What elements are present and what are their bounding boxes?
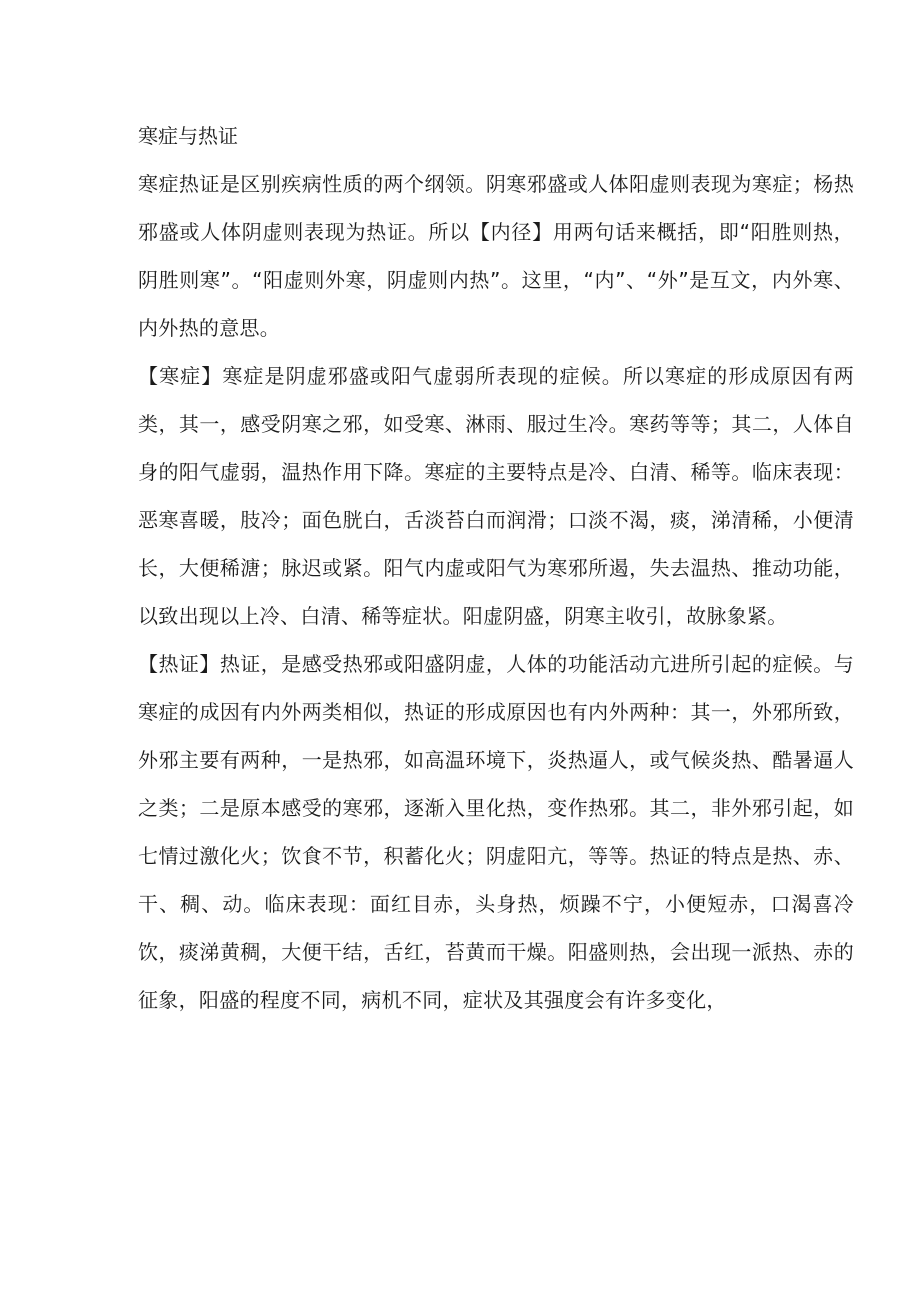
paragraph-cold-syndrome: 【寒症】寒症是阴虚邪盛或阳气虚弱所表现的症候。所以寒症的形成原因有两类，其一，感受阴寒之邪，如受寒、淋雨、服过生冷。寒药等等；其二，人体自身的阳气虚弱，温热作用下降。寒症的主要特点是冷、白清、稀等。临床表现：恶寒喜暖，肢冷；面色胱白，舌淡苔白而润滑；口淡不渴，痰，涕清稀，小便清长，大便稀溏；脉迟或紧。阳气内虚或阳气为寒邪所遏，失去温热、推动功能，以致出现以上冷、白清、稀等症状。阳虚阴盛，阴寒主收引，故脉象紧。 [138, 364, 854, 628]
document-page [138, 112, 854, 1024]
document-title: 寒症与热证 [138, 124, 238, 148]
paragraph-overview: 寒症热证是区别疾病性质的两个纲领。阴寒邪盛或人体阳虚则表现为寒症；杨热邪盛或人体阴虚则表现为热证。所以【内径】用两句话来概括，即“阳胜则热，阴胜则寒”。“阳虚则外寒，阴虚则内热”。这里，“内”、“外”是互文，内外寒、内外热的意思。 [138, 172, 854, 340]
paragraph-heat-syndrome: 【热证】热证，是感受热邪或阳盛阴虚，人体的功能活动亢进所引起的症候。与寒症的成因有内外两类相似，热证的形成原因也有内外两种：其一，外邪所致，外邪主要有两种，一是热邪，如高温环境下，炎热逼人，或气候炎热、酷暑逼人之类；二是原本感受的寒邪，逐渐入里化热，变作热邪。其二，非外邪引起，如七情过激化火；饮食不节，积蓄化火；阴虚阳亢，等等。热证的特点是热、赤、干、稠、动。临床表现：面红目赤，头身热，烦躁不宁，小便短赤，口渴喜冷饮，痰涕黄稠，大便干结，舌红，苔黄而干燥。阳盛则热，会出现一派热、赤的征象，阳盛的程度不同，病机不同，症状及其强度会有许多变化， [138, 652, 854, 1012]
